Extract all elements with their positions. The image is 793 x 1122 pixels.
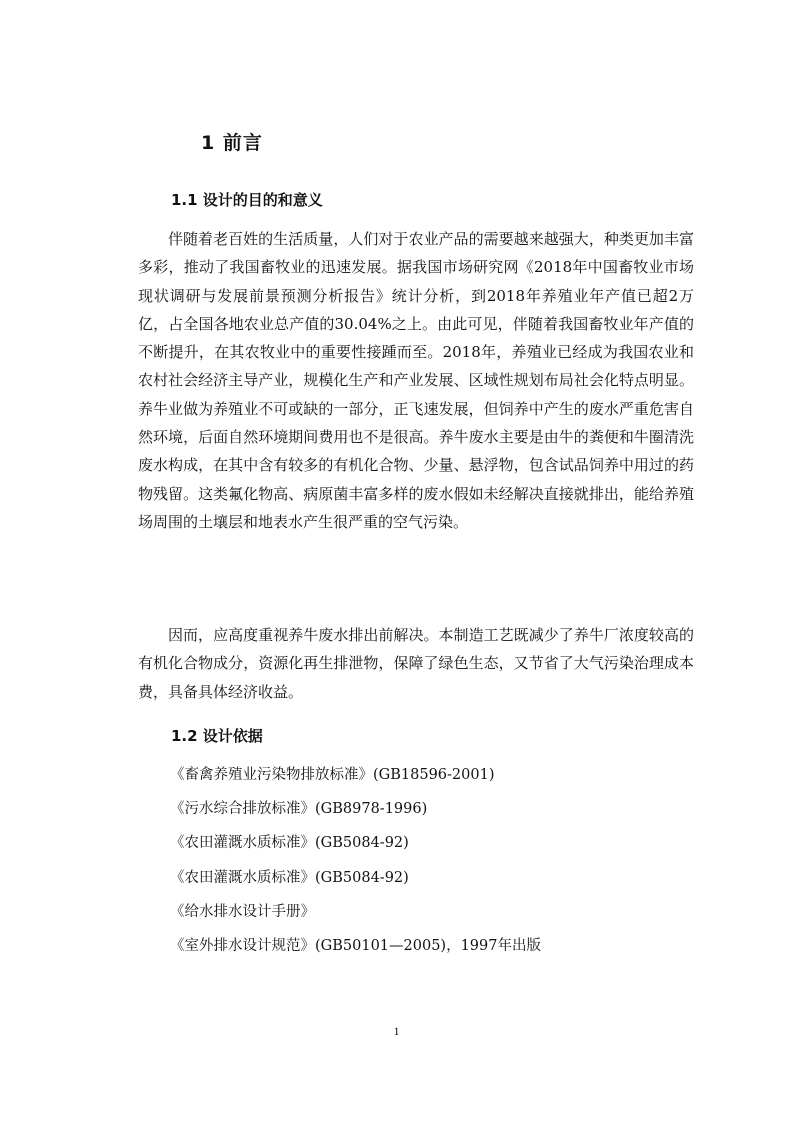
- body-paragraph-1: 伴随着老百姓的生活质量，人们对于农业产品的需要越来越强大，种类更加丰富多彩，推动了我国畜牧业的迅速发展。据我国市场研究网《2018年中国畜牧业市场现状调研与发展前景预测分析报告》统计分析，到2018年养殖业年产值已超2万亿，占全国各地农业总产值的30.04%之上。由此可见，伴随着我国畜牧业年产值的不断提升，在其农牧业中的重要性接踵而至。2018年，养殖业已经成为我国农业和农村社会经济主导产业，规模化生产和产业发展、区域性规划布局社会化特点明显。养牛业做为养殖业不可或缺的一部分，正飞速发展，但饲养中产生的废水严重危害自然环境，后面自然环境期间费用也不是很高。养牛废水主要是由牛的粪便和牛圈清洗废水构成，在其中含有较多的有机化合物、少量、悬浮物，包含试品饲养中用过的药物残留。这类氟化物高、病原菌丰富多样的废水假如未经解决直接就排出，能给养殖场周围的土壤层和地表水产生很严重的空气污染。: [138, 230, 694, 531]
- reference-item: 《室外排水设计规范》(GB50101—2005)，1997年出版: [170, 937, 541, 954]
- reference-item: 《污水综合排放标准》(GB8978-1996): [170, 801, 428, 818]
- body-paragraph-2: 因而，应高度重视养牛废水排出前解决。本制造工艺既减少了养牛厂浓度较高的有机化合物成分，资源化再生排泄物，保障了绿色生态，又节省了大气污染治理成本费，具备具体经济收益。: [138, 626, 694, 701]
- section-heading-basis: 1.2 设计依据: [171, 727, 263, 745]
- reference-item: 《畜禽养殖业污染物排放标准》(GB18596-2001): [170, 767, 495, 783]
- reference-item: 《农田灌溉水质标准》(GB5084-92): [170, 869, 409, 886]
- page-number: 1: [393, 1024, 400, 1038]
- section-heading-purpose: 1.1 设计的目的和意义: [171, 191, 323, 209]
- reference-list: [170, 762, 541, 967]
- reference-item: 《农田灌溉水质标准》(GB5084-92): [170, 835, 409, 852]
- chapter-title: 1 前言: [201, 132, 263, 154]
- reference-item: 《给水排水设计手册》: [170, 903, 315, 920]
